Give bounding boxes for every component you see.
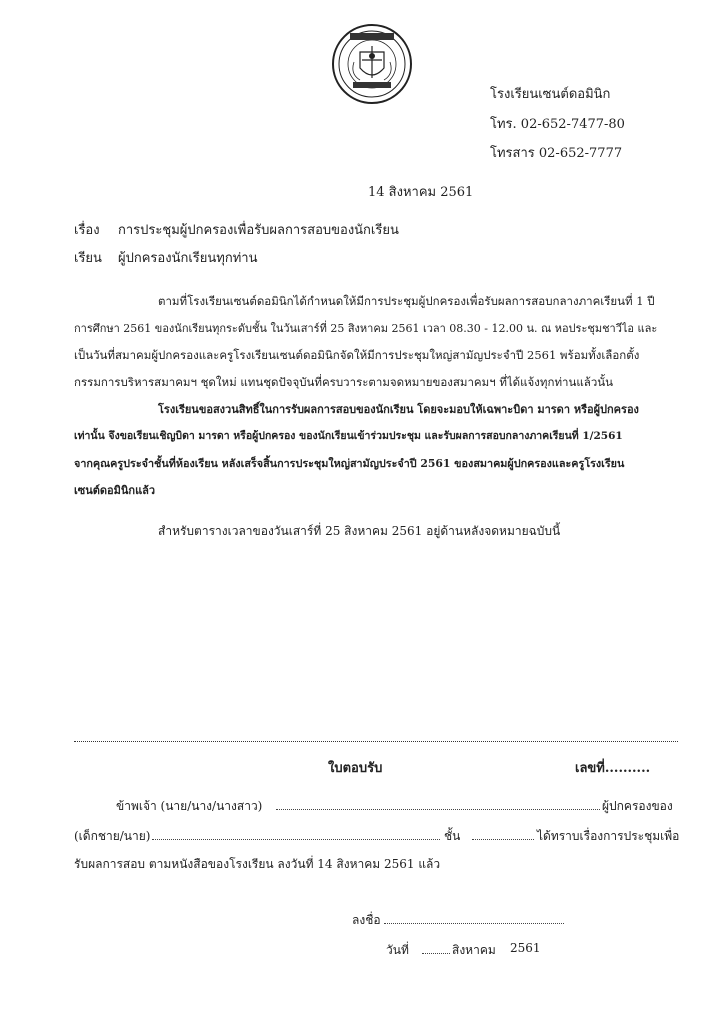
subject-label: เรื่อง xyxy=(74,223,100,238)
student-name-label: (เด็กชาย/นาย) xyxy=(74,829,151,843)
recipient-label: เรียน xyxy=(74,251,102,266)
school-phone: โทร. 02-652-7477-80 xyxy=(490,117,625,132)
p1-line: เป็นวันที่สมาคมผู้ปกครองและครูโรงเรียนเซนต์ดอมินิกจัดให้มีการประชุมใหญ่สามัญประจำปี 2561 พร้อมทั้งเลือกตั้ง xyxy=(74,348,640,362)
student-name-field[interactable] xyxy=(152,839,440,840)
reply-slip-number: เลขที่.......... xyxy=(575,761,651,776)
parent-of-label: ผู้ปกครองของ xyxy=(602,799,673,813)
signature-label: ลงชื่อ xyxy=(352,913,381,927)
acknowledge-label: ได้ทราบเรื่องการประชุมเพื่อ xyxy=(537,829,680,843)
reply-day-field[interactable] xyxy=(422,953,450,954)
p2-line: จากคุณครูประจำชั้นที่ห้องเรียน หลังเสร็จสิ้นการประชุมใหญ่สามัญประจำปี 2561 ของสมาคมผู้ปกครองและครูโรงเรียน xyxy=(74,457,625,470)
signature-field[interactable] xyxy=(384,923,564,924)
acknowledge-text: รับผลการสอบ ตามหนังสือของโรงเรียน ลงวันที่ 14 สิงหาคม 2561 แล้ว xyxy=(74,857,441,871)
parent-name-label: ข้าพเจ้า (นาย/นาง/นางสาว) xyxy=(116,799,263,813)
class-label: ชั้น xyxy=(444,829,461,843)
subject-text: การประชุมผู้ปกครองเพื่อรับผลการสอบของนักเรียน xyxy=(118,223,399,238)
p2-line: เท่านั้น จึงขอเรียนเชิญบิดา มารดา หรือผู้ปกครอง ของนักเรียนเข้าร่วมประชุม และรับผลการสอบกลางภาคเรียนที่ 1/2561 xyxy=(74,430,623,442)
parent-name-field[interactable] xyxy=(276,809,600,810)
body-paragraph-3: สำหรับตารางเวลาของวันเสาร์ที่ 25 สิงหาคม 2561 อยู่ด้านหลังจดหมายฉบับนี้ xyxy=(158,524,561,538)
school-fax: โทรสาร 02-652-7777 xyxy=(490,146,623,161)
reply-year: 2561 xyxy=(510,941,541,955)
reply-slip-title: ใบตอบรับ xyxy=(328,761,383,776)
p1-line: การศึกษา 2561 ของนักเรียนทุกระดับชั้น ในวันเสาร์ที่ 25 สิงหาคม 2561 เวลา 08.30 - 12.00 น. ณ หอประชุมชาวีไอ และ xyxy=(74,322,658,335)
reply-month: สิงหาคม xyxy=(452,943,496,957)
recipient-text: ผู้ปกครองนักเรียนทุกท่าน xyxy=(118,251,258,266)
p1-line: ตามที่โรงเรียนเซนต์ดอมินิกได้กำหนดให้มีการประชุมผู้ปกครองเพื่อรับผลการสอบกลางภาคเรียนที่ 1 ปี xyxy=(158,294,655,308)
school-seal-logo xyxy=(330,22,414,106)
p2-line: โรงเรียนขอสงวนสิทธิ์ในการรับผลการสอบของนักเรียน โดยจะมอบให้เฉพาะบิดา มารดา หรือผู้ปกครอง xyxy=(158,403,639,416)
letter-date: 14 สิงหาคม 2561 xyxy=(368,185,474,200)
p2-line: เซนต์ดอมินิกแล้ว xyxy=(74,484,156,497)
school-name: โรงเรียนเซนต์ดอมินิก xyxy=(490,87,611,102)
body-paragraph-2 xyxy=(74,396,684,504)
class-field[interactable] xyxy=(472,839,534,840)
reply-date-label: วันที่ xyxy=(386,943,409,957)
p1-line: กรรมการบริหารสมาคมฯ ชุดใหม่ แทนชุดปัจจุบันที่ครบวาระตามจดหมายของสมาคมฯ ที่ได้แจ้งทุกท่านแล้วนั้น xyxy=(74,375,613,389)
cut-line-divider xyxy=(74,741,678,742)
body-paragraph-1 xyxy=(74,288,684,396)
